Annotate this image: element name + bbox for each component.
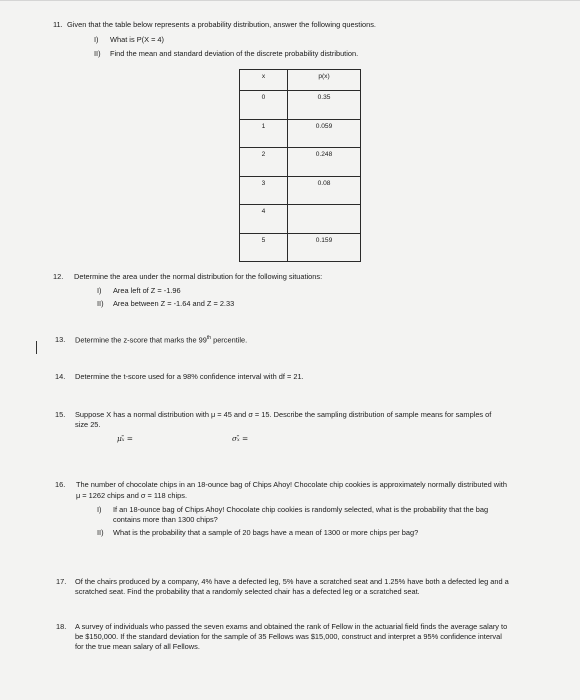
cell-px: 0.248 <box>288 148 361 177</box>
question-16-part-1 <box>97 505 488 514</box>
part-text: Find the mean and standard deviation of the discrete probability distribution. <box>110 49 359 58</box>
q13-text-part2: percentile. <box>211 335 248 345</box>
top-border <box>0 0 580 1</box>
question-17-text-line1: Of the chairs produced by a company, 4% have a defected leg, 5% have a scratched seat and 1.25% have both a defected leg and a <box>75 577 509 586</box>
cell-px: 0.059 <box>288 119 361 148</box>
question-15-text-line2: size 25. <box>75 420 101 429</box>
table-header-row <box>240 70 361 91</box>
question-18-text-line2: be $150,000. If the standard deviation for the sample of 35 Fellows was $15,000, construct and interpret a 95% confidence interval <box>75 632 502 641</box>
question-11-number: 11. <box>53 20 63 29</box>
question-13-number: 13. <box>55 335 66 344</box>
cell-px: 0.08 <box>288 176 361 205</box>
question-18-number: 18. <box>56 622 67 631</box>
cell-x: 0 <box>240 91 288 120</box>
question-11-part-1 <box>94 35 164 44</box>
question-12-part-2 <box>97 299 234 308</box>
sampling-mean-label: μₓ̄ = <box>117 434 133 443</box>
probability-table <box>239 69 361 262</box>
table-row <box>240 91 361 120</box>
q13-text-part1: Determine the z-score that marks the 99 <box>75 335 207 345</box>
question-15-number: 15. <box>55 410 66 419</box>
part-roman: I) <box>97 505 102 514</box>
question-15-text-line1: Suppose X has a normal distribution with μ = 45 and σ = 15. Describe the sampling distribution of sample means for samples of <box>75 410 492 419</box>
header-px: p(x) <box>288 70 361 91</box>
part-roman: II) <box>94 49 101 58</box>
table-row <box>240 205 361 234</box>
part-roman: II) <box>97 528 104 537</box>
question-16-part-1-line2: contains more than 1300 chips? <box>113 515 218 524</box>
q13-superscript: th <box>206 335 212 341</box>
question-12-number: 12. <box>53 272 64 281</box>
question-16-text-line2: μ = 1262 chips and σ = 118 chips. <box>76 491 187 500</box>
cell-x: 5 <box>240 233 288 262</box>
question-11-part-2 <box>94 49 358 58</box>
cell-px: 0.159 <box>288 233 361 262</box>
part-roman: I) <box>97 286 102 295</box>
question-11-text: Given that the table below represents a probability distribution, answer the following questions. <box>67 20 376 29</box>
part-text-line1: What is the probability that a sample of 20 bags have a mean of 1300 or more chips per bag? <box>113 528 419 537</box>
question-17-text-line2: scratched seat. Find the probability that a randomly selected chair has a defected leg or a scratched seat. <box>75 587 420 596</box>
cell-px: 0.35 <box>288 91 361 120</box>
table-row <box>240 233 361 262</box>
cell-x: 1 <box>240 119 288 148</box>
header-x: x <box>240 70 288 91</box>
cell-px <box>288 205 361 234</box>
part-text: Area left of Z = -1.96 <box>113 286 181 295</box>
part-roman: II) <box>97 299 104 308</box>
question-16-text-line1: The number of chocolate chips in an 18-ounce bag of Chips Ahoy! Chocolate chip cookies is approximately normally distributed with <box>76 480 507 489</box>
question-18-text-line1: A survey of individuals who passed the seven exams and obtained the rank of Fellow in the actuarial field finds the average salary to <box>75 622 508 631</box>
cell-x: 4 <box>240 205 288 234</box>
question-12-text: Determine the area under the normal distribution for the following situations: <box>74 272 323 281</box>
sampling-std-label: σₓ̄ = <box>232 434 249 443</box>
text-cursor <box>36 341 37 354</box>
table-row <box>240 148 361 177</box>
question-16-number: 16. <box>55 480 66 489</box>
question-14-number: 14. <box>55 372 66 381</box>
cell-x: 2 <box>240 148 288 177</box>
cell-x: 3 <box>240 176 288 205</box>
question-14-text: Determine the t-score used for a 98% confidence interval with df = 21. <box>75 372 304 381</box>
table-row <box>240 176 361 205</box>
part-text: What is P(X = 4) <box>110 35 165 44</box>
table-row <box>240 119 361 148</box>
part-roman: I) <box>94 35 99 44</box>
question-12-part-1 <box>97 286 181 295</box>
question-13-text <box>75 335 247 345</box>
part-text-line1: If an 18-ounce bag of Chips Ahoy! Chocolate chip cookies is randomly selected, what is the probability that the bag <box>113 505 489 514</box>
question-18-text-line3: for the true mean salary of all Fellows. <box>75 642 200 651</box>
question-17-number: 17. <box>56 577 67 586</box>
question-16-part-2 <box>97 528 418 537</box>
part-text: Area between Z = -1.64 and Z = 2.33 <box>113 299 235 308</box>
